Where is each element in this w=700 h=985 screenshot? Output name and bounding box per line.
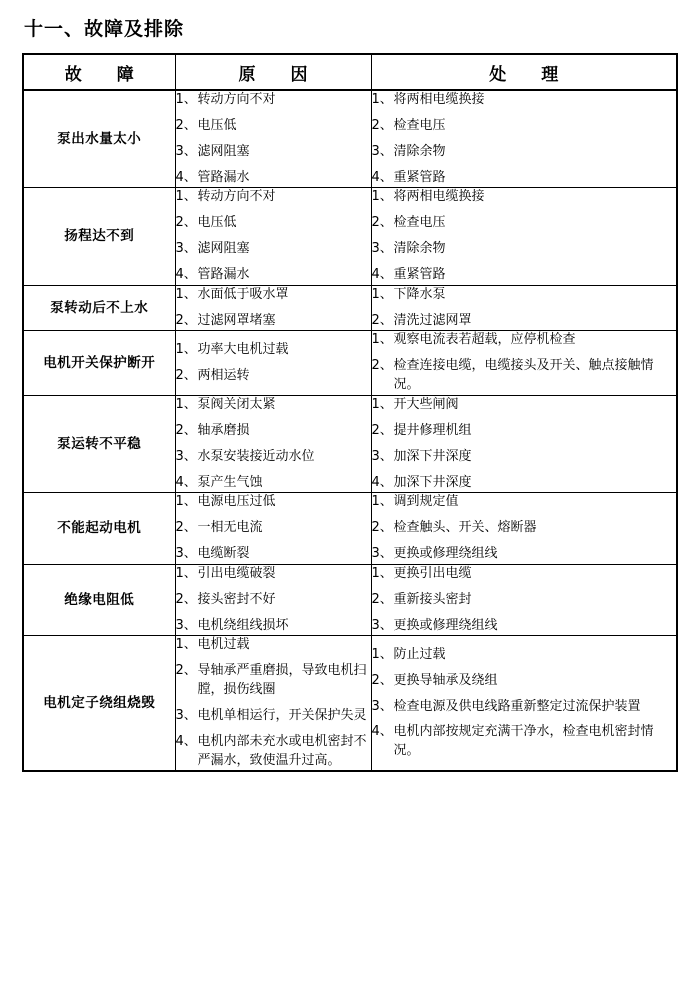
- list-number: 2、: [371, 215, 393, 231]
- list-item: [372, 240, 677, 259]
- list-item: [176, 474, 371, 493]
- cause-list: [176, 396, 371, 492]
- list-text: 防止过载: [393, 646, 446, 662]
- list-number: 4、: [371, 266, 393, 282]
- list-item: [372, 493, 677, 512]
- fix-list-cell: [371, 188, 677, 285]
- list-text: 加深下井深度: [393, 474, 472, 490]
- list-number: 4、: [175, 733, 197, 749]
- list-item: [372, 474, 677, 493]
- fault-name: 电机开关保护断开: [23, 331, 175, 396]
- fault-name: 泵转动后不上水: [23, 285, 175, 331]
- list-number: 3、: [175, 143, 197, 159]
- list-number: 3、: [175, 617, 197, 633]
- list-item: [372, 422, 677, 441]
- cause-list: [176, 636, 371, 770]
- table-row: [23, 285, 677, 331]
- cause-list: [176, 188, 371, 284]
- list-number: 2、: [175, 215, 197, 231]
- cause-list-cell: [175, 188, 371, 285]
- fix-list: [372, 493, 677, 564]
- fix-list: [372, 286, 677, 331]
- list-item: [372, 266, 677, 285]
- list-number: 1、: [175, 341, 197, 357]
- list-number: 2、: [175, 117, 197, 133]
- list-number: 1、: [175, 92, 197, 107]
- list-number: 4、: [175, 169, 197, 185]
- list-item: [176, 214, 371, 233]
- fix-list: [372, 188, 677, 284]
- list-text: 电机内部按规定充满干净水，检查电机密封情况。: [393, 724, 654, 759]
- fault-troubleshooting-table: [22, 53, 678, 772]
- list-text: 电机内部未充水或电机密封不严漏水，致使温升过高。: [197, 733, 367, 768]
- list-number: 4、: [371, 474, 393, 490]
- list-number: 2、: [371, 591, 393, 607]
- list-text: 重紧管路: [393, 169, 446, 185]
- list-text: 过滤网罩堵塞: [197, 312, 276, 328]
- list-text: 轴承磨损: [197, 422, 250, 438]
- list-number: 2、: [371, 422, 393, 438]
- list-item: [176, 169, 371, 188]
- list-number: 4、: [175, 474, 197, 490]
- cause-list: [176, 286, 371, 331]
- list-text: 提井修理机组: [393, 422, 472, 438]
- list-item: [372, 169, 677, 188]
- page-title: 十一、故障及排除: [24, 18, 185, 40]
- fix-list: [372, 646, 677, 761]
- list-text: 转动方向不对: [197, 189, 276, 205]
- list-number: 1、: [371, 396, 393, 412]
- table-body: [23, 90, 677, 771]
- list-number: 1、: [371, 92, 393, 107]
- list-text: 更换或修理绕组线: [393, 617, 498, 633]
- list-item: [176, 266, 371, 285]
- cause-list-cell: [175, 564, 371, 636]
- list-item: [176, 91, 371, 110]
- list-text: 电压低: [197, 215, 237, 231]
- list-item: [176, 591, 371, 610]
- list-item: [176, 188, 371, 207]
- list-number: 1、: [175, 494, 197, 510]
- list-text: 下降水泵: [393, 286, 446, 302]
- list-number: 1、: [371, 286, 393, 302]
- list-text: 电压低: [197, 117, 237, 133]
- list-item: [176, 493, 371, 512]
- cause-list: [176, 91, 371, 187]
- fix-list-cell: [371, 90, 677, 188]
- list-item: [372, 91, 677, 110]
- list-text: 重新接头密封: [393, 591, 472, 607]
- list-number: 3、: [371, 617, 393, 633]
- fix-list-cell: [371, 395, 677, 492]
- list-text: 更换或修理绕组线: [393, 546, 498, 562]
- list-item: [372, 646, 677, 665]
- list-number: 2、: [175, 312, 197, 328]
- list-number: 3、: [371, 448, 393, 464]
- cause-list: [176, 493, 371, 564]
- cause-list: [176, 341, 371, 386]
- list-number: 3、: [371, 698, 393, 714]
- list-number: 1、: [175, 396, 197, 412]
- cause-list-cell: [175, 90, 371, 188]
- list-number: 1、: [371, 565, 393, 581]
- table-row: [23, 636, 677, 772]
- table-row: [23, 90, 677, 188]
- list-item: [176, 117, 371, 136]
- list-item: [176, 240, 371, 259]
- list-text: 电缆断裂: [197, 546, 250, 562]
- list-item: [176, 143, 371, 162]
- list-item: [372, 519, 677, 538]
- list-text: 电机过载: [197, 637, 250, 653]
- list-text: 电机单相运行，开关保护失灵: [197, 707, 367, 723]
- list-text: 将两相电缆换接: [393, 92, 485, 107]
- list-text: 两相运转: [197, 367, 250, 383]
- list-text: 功率大电机过载: [197, 341, 289, 357]
- fix-list-cell: [371, 331, 677, 396]
- list-text: 加深下井深度: [393, 448, 472, 464]
- cause-list-cell: [175, 395, 371, 492]
- list-number: 2、: [175, 367, 197, 383]
- column-header-fault: 故 障: [23, 54, 175, 90]
- list-number: 2、: [371, 520, 393, 536]
- list-number: 4、: [371, 169, 393, 185]
- table-row: [23, 564, 677, 636]
- list-text: 转动方向不对: [197, 92, 276, 107]
- list-item: [372, 286, 677, 305]
- list-number: 4、: [371, 724, 393, 740]
- list-item: [372, 331, 677, 350]
- list-number: 3、: [371, 143, 393, 159]
- list-text: 接头密封不好: [197, 591, 276, 607]
- list-text: 水泵安装接近动水位: [197, 448, 315, 464]
- fix-list: [372, 565, 677, 636]
- list-item: [372, 672, 677, 691]
- table-row: [23, 331, 677, 396]
- list-number: 3、: [175, 707, 197, 723]
- cause-list-cell: [175, 331, 371, 396]
- list-item: [372, 591, 677, 610]
- list-text: 重紧管路: [393, 266, 446, 282]
- list-text: 更换导轴承及绕组: [393, 672, 498, 688]
- fix-list: [372, 396, 677, 492]
- list-item: [176, 519, 371, 538]
- list-text: 检查电压: [393, 215, 446, 231]
- list-text: 导轴承严重磨损，导致电机扫膛，损伤线圈: [197, 663, 367, 698]
- list-number: 3、: [371, 546, 393, 562]
- list-item: [176, 617, 371, 636]
- fix-list: [372, 91, 677, 187]
- list-number: 1、: [175, 637, 197, 653]
- list-text: 调到规定值: [393, 494, 459, 510]
- list-item: [372, 396, 677, 415]
- list-text: 泵产生气蚀: [197, 474, 263, 490]
- list-item: [372, 214, 677, 233]
- list-number: 3、: [175, 546, 197, 562]
- list-item: [372, 117, 677, 136]
- list-number: 1、: [371, 189, 393, 205]
- list-item: [176, 422, 371, 441]
- list-number: 3、: [175, 241, 197, 257]
- list-number: 4、: [175, 266, 197, 282]
- fault-name: 泵出水量太小: [23, 90, 175, 188]
- cause-list-cell: [175, 285, 371, 331]
- list-text: 水面低于吸水罩: [197, 286, 289, 302]
- list-text: 更换引出电缆: [393, 565, 472, 581]
- table-header: [23, 54, 677, 90]
- list-item: [176, 312, 371, 331]
- list-number: 2、: [371, 312, 393, 328]
- fix-list-cell: [371, 636, 677, 772]
- list-item: [176, 565, 371, 584]
- fault-name: 绝缘电阻低: [23, 564, 175, 636]
- column-header-fix: 处 理: [371, 54, 677, 90]
- list-number: 2、: [371, 117, 393, 133]
- fix-list-cell: [371, 493, 677, 565]
- list-text: 一相无电流: [197, 520, 263, 536]
- table-row: [23, 188, 677, 285]
- list-text: 泵阀关闭太紧: [197, 396, 276, 412]
- list-item: [372, 723, 677, 761]
- cause-list-cell: [175, 636, 371, 772]
- list-item: [176, 545, 371, 564]
- table-header-row: [23, 54, 677, 90]
- table-row: [23, 395, 677, 492]
- list-number: 3、: [371, 241, 393, 257]
- list-text: 检查电压: [393, 117, 446, 133]
- list-text: 滤网阻塞: [197, 143, 250, 159]
- fault-name: 扬程达不到: [23, 188, 175, 285]
- fix-list-cell: [371, 285, 677, 331]
- column-header-cause: 原 因: [175, 54, 371, 90]
- list-text: 电机绕组线损坏: [197, 617, 289, 633]
- list-item: [176, 396, 371, 415]
- list-text: 观察电流表若超载，应停机检查: [393, 332, 576, 348]
- fix-list: [372, 331, 677, 395]
- cause-list: [176, 565, 371, 636]
- list-number: 2、: [175, 663, 197, 679]
- list-number: 1、: [175, 565, 197, 581]
- cause-list-cell: [175, 493, 371, 565]
- list-text: 将两相电缆换接: [393, 189, 485, 205]
- list-text: 引出电缆破裂: [197, 565, 276, 581]
- list-number: 1、: [371, 332, 393, 348]
- list-item: [372, 565, 677, 584]
- list-number: 2、: [175, 520, 197, 536]
- list-text: 管路漏水: [197, 266, 250, 282]
- list-item: [176, 367, 371, 386]
- list-text: 电源电压过低: [197, 494, 276, 510]
- list-number: 2、: [175, 422, 197, 438]
- list-item: [372, 698, 677, 717]
- fix-list-cell: [371, 564, 677, 636]
- list-text: 滤网阻塞: [197, 241, 250, 257]
- list-item: [176, 636, 371, 655]
- list-item: [176, 341, 371, 360]
- list-item: [176, 448, 371, 467]
- list-number: 2、: [175, 591, 197, 607]
- list-text: 清除余物: [393, 241, 446, 257]
- list-number: 2、: [371, 672, 393, 688]
- list-number: 1、: [371, 494, 393, 510]
- fault-name: 泵运转不平稳: [23, 395, 175, 492]
- list-number: 2、: [371, 358, 393, 374]
- list-text: 清洗过滤网罩: [393, 312, 472, 328]
- list-text: 检查触头、开关、熔断器: [393, 520, 537, 536]
- list-text: 检查电源及供电线路重新整定过流保护装置: [393, 698, 641, 714]
- list-item: [372, 188, 677, 207]
- list-text: 管路漏水: [197, 169, 250, 185]
- table-row: [23, 493, 677, 565]
- fault-name: 不能起动电机: [23, 493, 175, 565]
- list-item: [372, 448, 677, 467]
- fault-name: 电机定子绕组烧毁: [23, 636, 175, 772]
- list-item: [372, 312, 677, 331]
- list-number: 3、: [175, 448, 197, 464]
- list-text: 开大些闸阀: [393, 396, 459, 412]
- list-item: [176, 707, 371, 726]
- list-item: [176, 286, 371, 305]
- list-item: [372, 143, 677, 162]
- list-text: 清除余物: [393, 143, 446, 159]
- list-number: 1、: [175, 189, 197, 205]
- list-item: [372, 617, 677, 636]
- list-item: [176, 662, 371, 700]
- list-text: 检查连接电缆，电缆接头及开关、触点接触情况。: [393, 358, 654, 393]
- list-number: 1、: [175, 286, 197, 302]
- list-item: [372, 357, 677, 395]
- list-number: 1、: [371, 646, 393, 662]
- list-item: [372, 545, 677, 564]
- list-item: [176, 733, 371, 771]
